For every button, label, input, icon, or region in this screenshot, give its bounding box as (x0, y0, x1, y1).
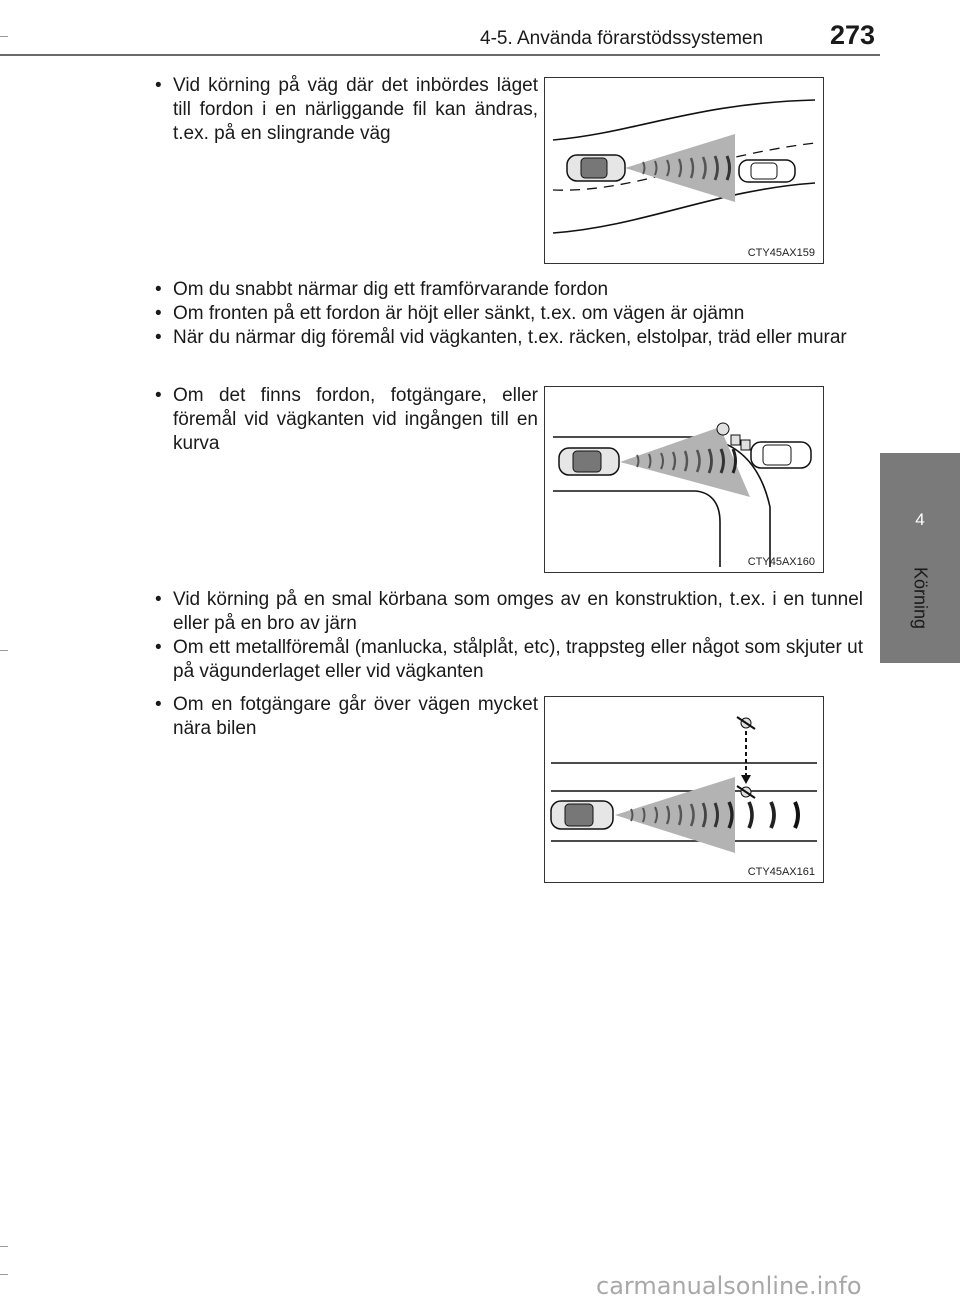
header-rule (0, 54, 880, 56)
winding-road-illustration (545, 78, 823, 263)
other-car-icon (739, 160, 795, 182)
pedestrian-icon (737, 717, 755, 798)
bullet-item: • Vid körning på väg där det inbördes läget till fordon i en närliggande fil kan ändras, t.ex. på en slingrande väg (153, 74, 538, 146)
bullet-item: • Om ett metallföremål (manlucka, stålplåt, etc), trappsteg eller något som skjuter ut på vägunderlaget eller vid vägkanten (153, 636, 863, 684)
chapter-number: 4 (915, 510, 925, 529)
curve-entrance-illustration (545, 387, 823, 572)
figure-code: CTY45AX161 (747, 866, 815, 878)
bullet-item: • Om en fotgängare går över vägen mycket nära bilen (153, 693, 538, 741)
bullet-item: • Om du snabbt närmar dig ett framförvarande fordon (153, 278, 863, 302)
bullet-item: • Vid körning på en smal körbana som omges av en konstruktion, t.ex. i en tunnel eller på en bro av järn (153, 588, 863, 636)
bullet-item: • Om det finns fordon, fotgängare, eller föremål vid vägkanten vid ingången till en kurva (153, 384, 538, 456)
crop-mark (0, 650, 8, 651)
watermark: carmanualsonline.info (596, 1272, 862, 1300)
figure-winding-road (544, 77, 824, 264)
own-car-icon (559, 448, 619, 475)
figure-pedestrian-crossing (544, 696, 824, 883)
crop-mark (0, 1274, 8, 1275)
page-number: 273 (830, 20, 876, 50)
pedestrian-crossing-illustration (545, 697, 823, 882)
chapter-label: Körning (910, 566, 931, 630)
figure-code: CTY45AX159 (747, 247, 815, 259)
crop-mark (0, 36, 8, 37)
chapter-side-tab (880, 453, 960, 663)
crop-mark (0, 1246, 8, 1247)
figure-code: CTY45AX160 (747, 556, 815, 568)
bullet-item: • När du närmar dig föremål vid vägkanten, t.ex. räcken, elstolpar, träd eller murar (153, 326, 863, 350)
other-car-icon (751, 442, 811, 468)
bullet-item: • Om fronten på ett fordon är höjt eller sänkt, t.ex. om vägen är ojämn (153, 302, 863, 326)
own-car-icon (551, 801, 613, 829)
figure-curve-entrance (544, 386, 824, 573)
header-section-title: 4-5. Använda förarstödssystemen (480, 28, 764, 49)
own-car-icon (567, 155, 625, 181)
